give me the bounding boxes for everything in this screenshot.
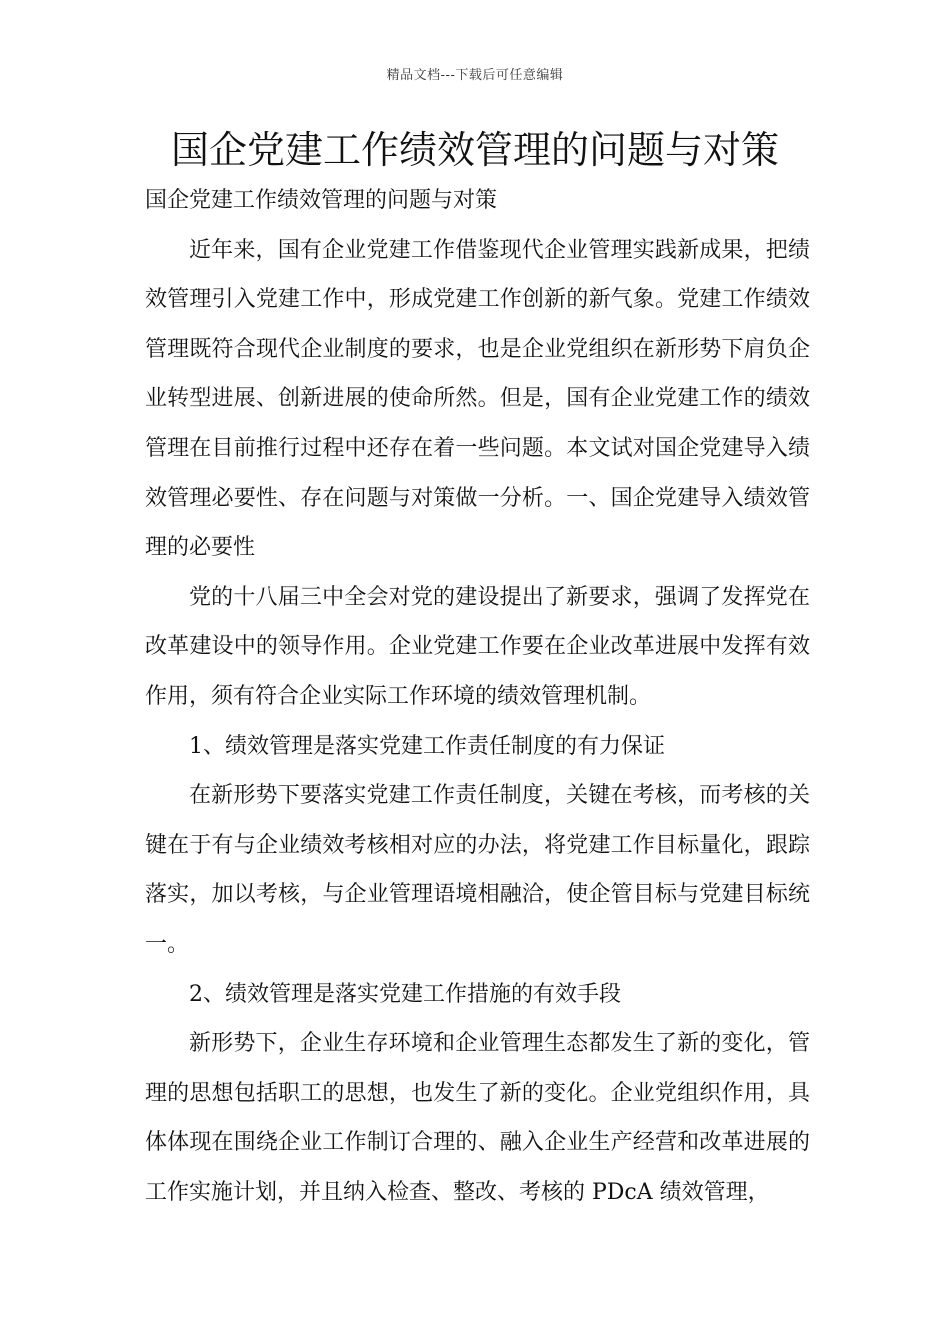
document-body bbox=[145, 176, 810, 1217]
body-paragraph: 在新形势下要落实党建工作责任制度，关键在考核，而考核的关键在于有与企业绩效考核相对应的办法，将党建工作目标量化，跟踪落实，加以考核，与企业管理语境相融洽，使企管目标与党建目标统一。 bbox=[145, 783, 810, 957]
body-paragraph: 近年来，国有企业党建工作借鉴现代企业管理实践新成果，把绩效管理引入党建工作中，形成党建工作创新的新气象。党建工作绩效管理既符合现代企业制度的要求，也是企业党组织在新形势下肩负企业转型进展、创新进展的使命所然。但是，国有企业党建工作的绩效管理在目前推行过程中还存在着一些问题。本文试对国企党建导入绩效管理必要性、存在问题与对策做一分析。一、国企党建导入绩效管理的必要性 bbox=[145, 237, 810, 561]
body-paragraph-subtitle: 国企党建工作绩效管理的问题与对策 bbox=[145, 188, 498, 213]
body-paragraph: 党的十八届三中全会对党的建设提出了新要求，强调了发挥党在改革建设中的领导作用。企业党建工作要在企业改革进展中发挥有效作用，须有符合企业实际工作环境的绩效管理机制。 bbox=[145, 584, 810, 709]
section-heading: 1、绩效管理是落实党建工作责任制度的有力保证 bbox=[189, 733, 665, 759]
body-paragraph: 新形势下，企业生存环境和企业管理生态都发生了新的变化，管理的思想包括职工的思想，也发生了新的变化。企业党组织作用，具体体现在围绕企业工作制订合理的、融入企业生产经营和改革进展的工作实施计划，并且纳入检查、整改、考核的 PDcA 绩效管理， bbox=[145, 1031, 810, 1205]
document-title: 国企党建工作绩效管理的问题与对策 bbox=[170, 128, 779, 172]
header-note: 精品文档---下载后可任意编辑 bbox=[386, 68, 564, 83]
section-heading: 2、绩效管理是落实党建工作措施的有效手段 bbox=[189, 981, 621, 1007]
